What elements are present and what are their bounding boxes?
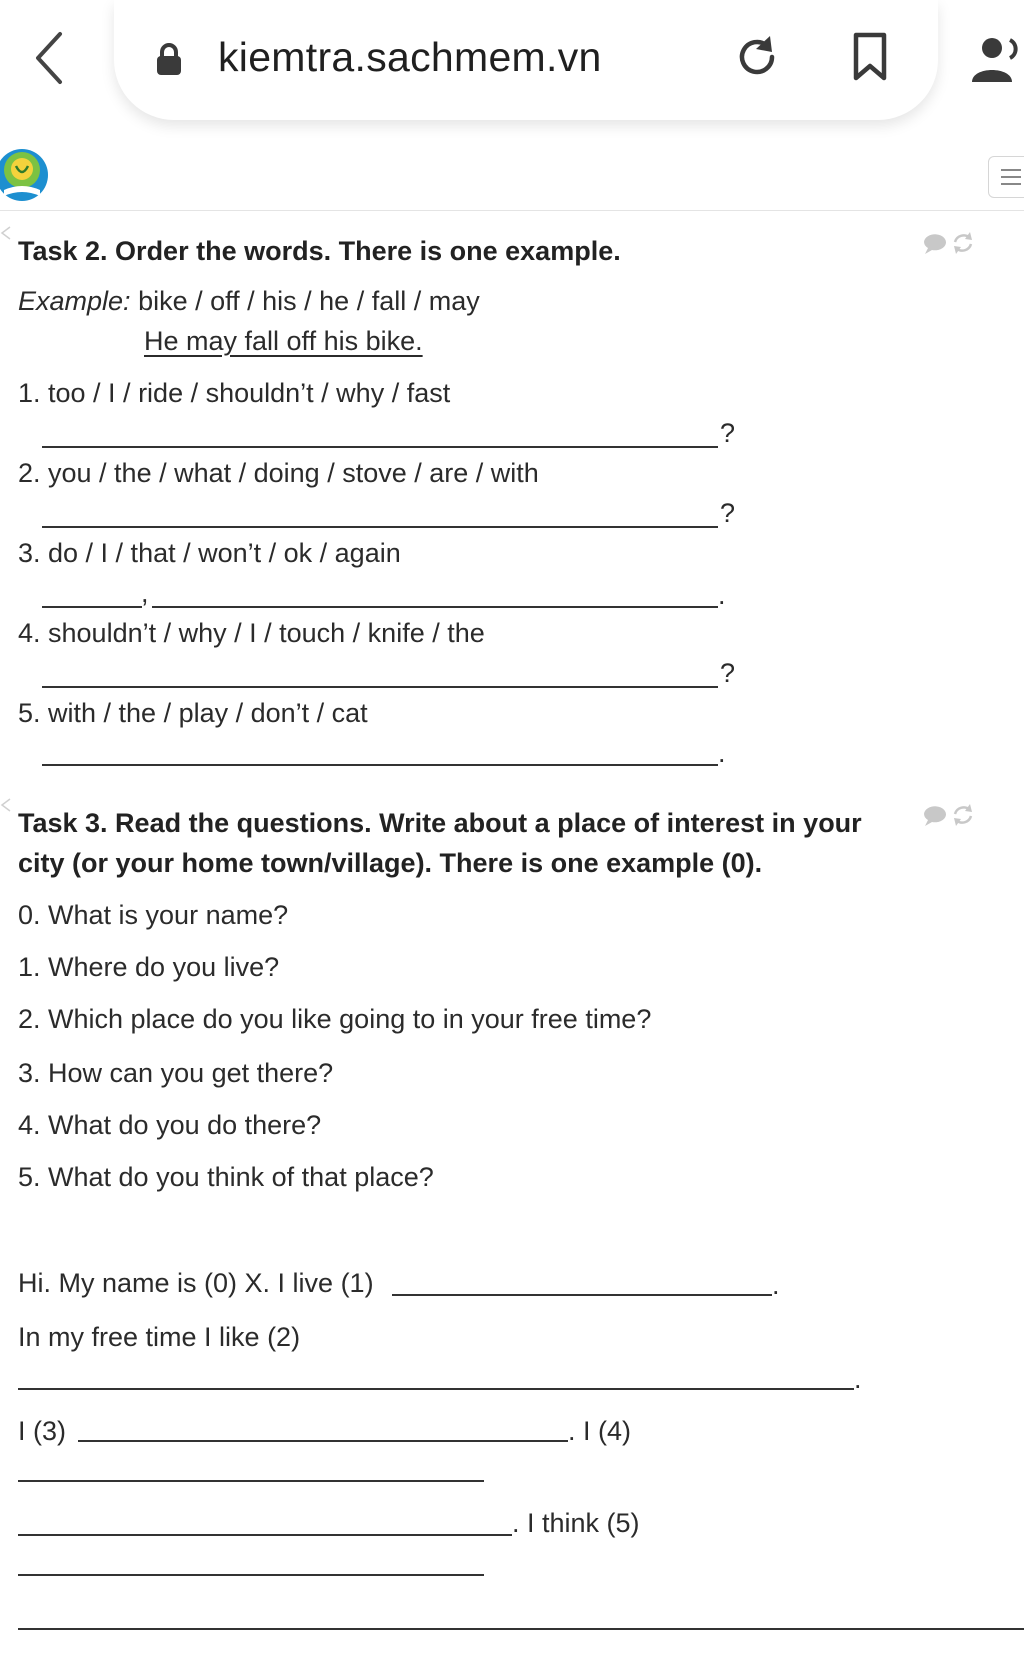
answer-line-3a[interactable] <box>42 606 142 608</box>
blank-4b[interactable] <box>18 1534 512 1536</box>
example-label: Example: <box>18 286 131 316</box>
task2-item-2: 2. you / the / what / doing / stove / are / with <box>18 458 539 488</box>
para-think: . I think (5) <box>512 1508 640 1538</box>
task2-item-3: 3. do / I / that / won’t / ok / again <box>18 538 401 568</box>
para-line-1: Hi. My name is (0) X. I live (1) <box>18 1268 374 1298</box>
site-logo-icon[interactable] <box>0 148 52 206</box>
task3-title-line1: Task 3. Read the questions. Write about a place of interest in your <box>18 808 862 838</box>
example-words: bike / off / his / he / fall / may <box>130 286 480 316</box>
answer-end-5: . <box>718 738 726 768</box>
para-line-2: In my free time I like (2) <box>18 1322 301 1352</box>
example-answer: He may fall off his bike. <box>144 326 423 356</box>
reload-icon[interactable] <box>734 34 780 80</box>
task2-item-4: 4. shouldn’t / why / I / touch / knife / the <box>18 618 485 648</box>
task3-question-2: 2. Which place do you like going to in your free time? <box>18 1004 652 1034</box>
answer-end-2: ? <box>720 498 736 528</box>
answer-comma-3: , <box>141 578 149 608</box>
task3-question-3: 3. How can you get there? <box>18 1058 334 1088</box>
task3-comment-refresh-icons[interactable] <box>922 802 978 832</box>
back-arrow-icon[interactable] <box>30 28 70 88</box>
task3-question-0: 0. What is your name? <box>18 900 289 930</box>
blank-5a[interactable] <box>18 1574 484 1576</box>
task3-question-1: 1. Where do you live? <box>18 952 280 982</box>
collapse-corner-icon-2 <box>0 798 12 812</box>
answer-line-2[interactable] <box>42 526 718 528</box>
blank-3[interactable] <box>78 1440 568 1442</box>
site-header <box>0 140 1024 211</box>
lock-icon <box>154 42 184 76</box>
answer-line-4[interactable] <box>42 686 718 688</box>
task2-item-5: 5. with / the / play / don’t / cat <box>18 698 368 728</box>
task2-example <box>18 286 480 317</box>
answer-line-1[interactable] <box>42 446 718 448</box>
answer-line-5[interactable] <box>42 764 718 766</box>
blank-4a[interactable] <box>18 1480 484 1482</box>
url-text[interactable]: kiemtra.sachmem.vn <box>218 34 602 80</box>
collapse-corner-icon <box>0 226 12 240</box>
task3-question-4: 4. What do you do there? <box>18 1110 322 1140</box>
blank-1[interactable] <box>392 1294 772 1296</box>
blank-5b[interactable] <box>18 1628 1024 1630</box>
task2-title: Task 2. Order the words. There is one example. <box>18 236 621 266</box>
answer-end-3: . <box>718 580 726 610</box>
task2-comment-refresh-icons[interactable] <box>922 230 978 260</box>
bookmark-icon[interactable] <box>852 32 888 82</box>
browser-toolbar <box>0 0 1024 140</box>
address-bar[interactable] <box>114 0 938 120</box>
task3-title-line2: city (or your home town/village). There is one example (0). <box>18 848 763 878</box>
task2-item-1: 1. too / I / ride / shouldn’t / why / fast <box>18 378 451 408</box>
menu-bar-2 <box>1001 176 1021 178</box>
menu-bar-1 <box>1001 169 1021 171</box>
blank-1-end: . <box>772 1270 780 1300</box>
answer-line-3b[interactable] <box>152 606 718 608</box>
answer-end-1: ? <box>720 418 736 448</box>
menu-button[interactable] <box>988 156 1024 198</box>
answer-end-4: ? <box>720 658 736 688</box>
task3-question-5: 5. What do you think of that place? <box>18 1162 434 1192</box>
para-line-3-prefix: I (3) <box>18 1416 67 1446</box>
para-line-3-suffix: . I (4) <box>568 1416 632 1446</box>
blank-2[interactable] <box>18 1388 854 1390</box>
profile-icon[interactable] <box>970 36 1024 84</box>
menu-bar-3 <box>1001 183 1021 185</box>
blank-2-end: . <box>854 1364 862 1394</box>
